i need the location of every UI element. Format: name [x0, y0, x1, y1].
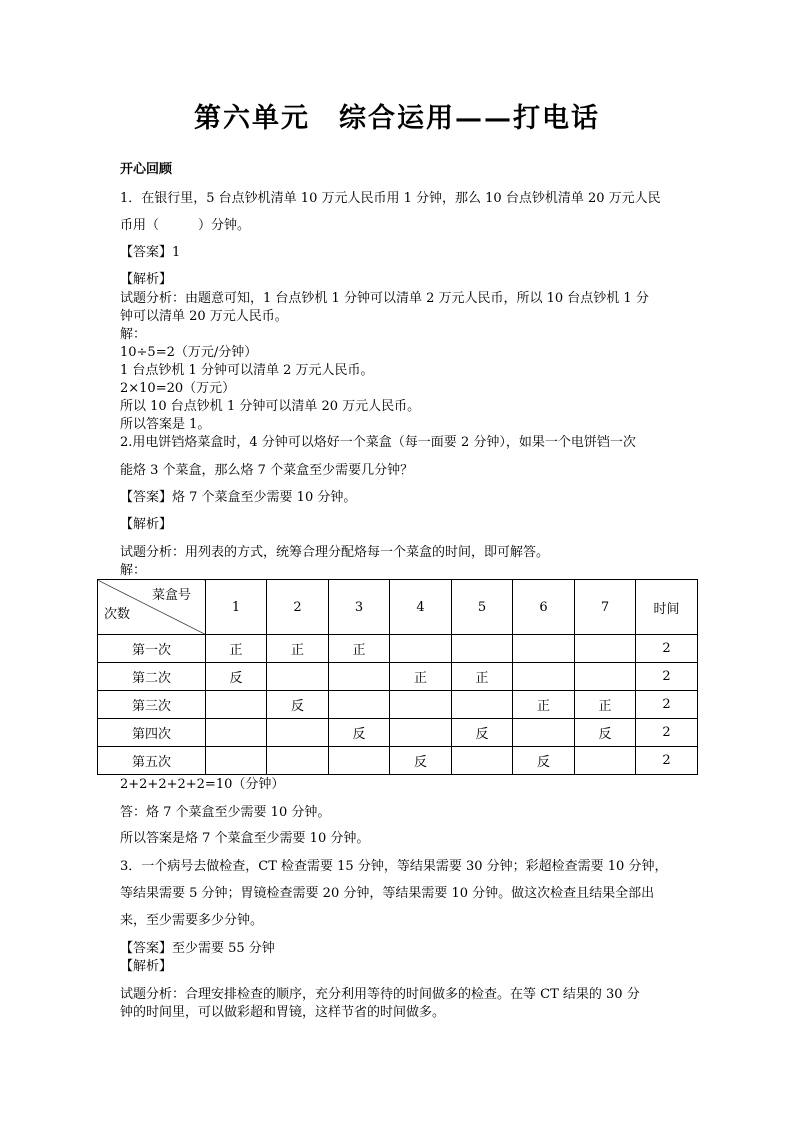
table-cell — [390, 719, 452, 747]
text-line: 等结果需要 5 分钟；胃镜检查需要 20 分钟，等结果需要 10 分钟。做这次检查且结果全部出 — [120, 886, 655, 901]
corner-label-times: 次数 — [104, 607, 131, 622]
table-header-cell: 2 — [267, 580, 329, 635]
table-cell — [329, 747, 390, 775]
table-cell: 正 — [513, 691, 575, 719]
text-line: 【解析】 — [120, 517, 173, 532]
table-cell: 2 — [636, 663, 698, 691]
table-cell: 正 — [206, 635, 267, 663]
table-cell — [267, 719, 329, 747]
text-line: 3．一个病号去做检查，CT 检查需要 15 分钟，等结果需要 30 分钟；彩超检查需要 10 分钟， — [120, 859, 668, 874]
table-row — [98, 691, 698, 719]
text-line: 1 台点钞机 1 分钟可以清单 2 万元人民币。 — [120, 363, 374, 378]
table-cell: 反 — [513, 747, 575, 775]
text-line: 所以 10 台点钞机 1 分钟可以清单 20 万元人民币。 — [120, 399, 421, 414]
row-label-cell: 第二次 — [98, 663, 206, 691]
table-row — [98, 663, 698, 691]
text-line: 答：烙 7 个菜盒至少需要 10 分钟。 — [120, 805, 331, 820]
table-header-cell: 4 — [390, 580, 452, 635]
text-line: 2.用电饼铛烙菜盒时，4 分钟可以烙好一个菜盒（每一面要 2 分钟），如果一个电饼铛一次 — [120, 435, 636, 450]
table-cell — [575, 635, 636, 663]
table-cell: 正 — [329, 635, 390, 663]
table-cell: 2 — [636, 635, 698, 663]
table-cell: 反 — [390, 747, 452, 775]
text-line: 【答案】1 — [120, 245, 181, 260]
table-cell: 反 — [329, 719, 390, 747]
table-cell: 2 — [636, 747, 698, 775]
text-line: 所以答案是烙 7 个菜盒至少需要 10 分钟。 — [120, 831, 370, 846]
text-line: 试题分析：合理安排检查的顺序，充分利用等待的时间做多的检查。在等 CT 结果的 30 分 — [120, 987, 640, 1002]
table-cell — [513, 635, 575, 663]
page-title: 第六单元 综合运用——打电话 — [194, 103, 600, 134]
table-cell: 正 — [452, 663, 513, 691]
table-cell — [575, 747, 636, 775]
table-cell: 正 — [267, 635, 329, 663]
text-line: 试题分析：由题意可知，1 台点钞机 1 分钟可以清单 2 万元人民币，所以 10 台点钞机 1 分 — [120, 291, 649, 306]
table-cell — [513, 719, 575, 747]
table-cell — [390, 691, 452, 719]
table-cell — [206, 747, 267, 775]
text-line: 2×10=20（万元） — [120, 381, 236, 396]
text-line: 钟的时间里，可以做彩超和胃镜，这样节省的时间做多。 — [120, 1005, 446, 1020]
text-line: 【答案】至少需要 55 分钟 — [120, 941, 275, 956]
table-cell: 反 — [452, 719, 513, 747]
text-line: 来，至少需要多少分钟。 — [120, 913, 264, 928]
table-cell: 2 — [636, 719, 698, 747]
text-line: 钟可以清单 20 万元人民币。 — [120, 309, 288, 324]
table-cell: 反 — [206, 663, 267, 691]
table-cell: 正 — [575, 691, 636, 719]
text-line: 所以答案是 1。 — [120, 417, 211, 432]
text-line: 开心回顾 — [120, 162, 173, 177]
table-cell — [206, 691, 267, 719]
table-cell — [267, 663, 329, 691]
table-cell — [452, 691, 513, 719]
table-cell — [390, 635, 452, 663]
text-line: 1．在银行里，5 台点钞机清单 10 万元人民币用 1 分钟，那么 10 台点钞机清单 20 万元人民 — [120, 191, 661, 206]
table-corner-cell — [98, 580, 206, 635]
table-header-cell: 5 — [452, 580, 513, 635]
table-cell: 正 — [390, 663, 452, 691]
table-cell: 反 — [575, 719, 636, 747]
text-line: 币用（ ）分钟。 — [120, 218, 251, 233]
table-cell — [329, 691, 390, 719]
table-row — [98, 747, 698, 775]
table-cell — [267, 747, 329, 775]
row-label-cell: 第一次 — [98, 635, 206, 663]
table-header-cell: 7 — [575, 580, 636, 635]
text-line: 10÷5=2（万元/分钟） — [120, 345, 258, 360]
table-cell — [575, 663, 636, 691]
text-line: 【解析】 — [120, 272, 173, 287]
text-line: 【答案】烙 7 个菜盒至少需要 10 分钟。 — [120, 490, 357, 505]
table-cell — [513, 663, 575, 691]
text-line: 2+2+2+2+2=10（分钟） — [120, 777, 285, 792]
table-cell: 反 — [267, 691, 329, 719]
text-line: 能烙 3 个菜盒，那么烙 7 个菜盒至少需要几分钟？ — [120, 463, 414, 478]
table-header-row — [98, 580, 698, 635]
row-label-cell: 第四次 — [98, 719, 206, 747]
row-label-cell: 第三次 — [98, 691, 206, 719]
table-header-cell: 3 — [329, 580, 390, 635]
text-line: 【解析】 — [120, 959, 173, 974]
table-cell — [329, 663, 390, 691]
text-line: 试题分析：用列表的方式，统筹合理分配烙每一个菜盒的时间，即可解答。 — [120, 545, 550, 560]
text-line: 解： — [120, 563, 147, 578]
table-header-cell: 6 — [513, 580, 575, 635]
table-cell — [452, 635, 513, 663]
text-line: 解： — [120, 327, 147, 342]
schedule-table — [97, 579, 698, 775]
table-row — [98, 635, 698, 663]
table-cell: 2 — [636, 691, 698, 719]
table-header-cell: 1 — [206, 580, 267, 635]
table-cell — [206, 719, 267, 747]
table-header-cell: 时间 — [636, 580, 698, 635]
table-cell — [452, 747, 513, 775]
corner-label-box-number: 菜盒号 — [151, 588, 191, 603]
row-label-cell: 第五次 — [98, 747, 206, 775]
table-row — [98, 719, 698, 747]
